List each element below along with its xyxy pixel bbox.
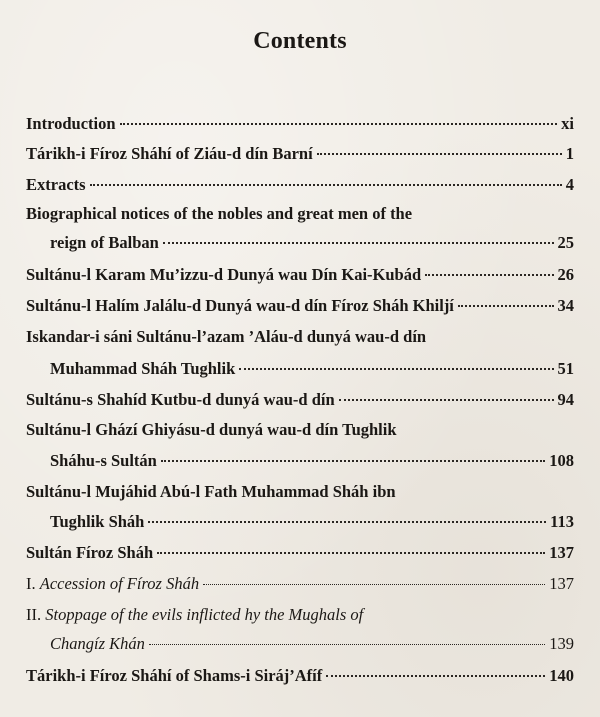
- dot-leader: [339, 399, 554, 401]
- toc-entry: [26, 390, 574, 410]
- dot-leader: [90, 184, 562, 186]
- dot-leader: [317, 153, 562, 155]
- toc-entry-title: Sultánu-l Ghází Ghiyásu-d dunyá wau-d dín Tughlik: [26, 420, 397, 439]
- toc-entry-title: Sultán Fíroz Sháh: [26, 543, 154, 562]
- dot-leader: [425, 274, 553, 276]
- toc-entry-title: Sultánu-l Halím Jalálu-d Dunyá wau-d dín Fíroz Sháh Khiljí: [26, 296, 454, 315]
- dot-leader: [163, 242, 554, 244]
- dot-leader: [120, 123, 558, 125]
- toc-entry: [26, 144, 574, 164]
- toc-page-number: 139: [549, 634, 574, 653]
- toc-page-number: 113: [550, 512, 574, 531]
- toc-entry-title-cont: reign of Balban: [50, 233, 159, 252]
- toc-entry: [26, 175, 574, 195]
- dot-leader: [203, 584, 545, 585]
- toc-page-number: 94: [557, 390, 574, 409]
- dot-leader: [239, 368, 553, 370]
- toc-subentry-line1: [26, 605, 363, 625]
- dot-leader: [157, 552, 545, 554]
- toc-subentry-number: II.: [26, 605, 42, 624]
- toc-entry: [26, 666, 574, 686]
- toc-entry-title-cont: Muhammad Sháh Tughlik: [50, 359, 236, 378]
- toc-entry: [50, 233, 574, 253]
- toc-page-number: xi: [561, 114, 574, 133]
- page-title: Contents: [253, 28, 347, 54]
- toc-subentry-title: Accession of Fíroz Sháh: [39, 574, 200, 593]
- toc-page-number: 108: [549, 451, 574, 470]
- toc-page-number: 1: [565, 144, 574, 163]
- dot-leader: [149, 644, 545, 645]
- toc-subentry: [26, 574, 574, 594]
- toc-subentry: [50, 634, 574, 654]
- toc-entry: [26, 114, 574, 134]
- toc-entry-title-cont: Sháhu-s Sultán: [50, 451, 157, 470]
- toc-entry-line1: [26, 327, 426, 347]
- toc-subentry-title-cont: Changíz Khán: [50, 634, 145, 653]
- dot-leader: [326, 675, 545, 677]
- toc-entry-title: Sultánu-l Karam Mu’izzu-d Dunyá wau Dín Kai-Kubád: [26, 265, 422, 284]
- toc-subentry-title: Stoppage of the evils inflicted hy the Mughals of: [45, 605, 364, 624]
- toc-page-number: 51: [557, 359, 574, 378]
- toc-entry-line1: [26, 204, 412, 224]
- toc-entry: [50, 451, 574, 471]
- toc-page-number: 137: [549, 543, 574, 562]
- toc-entry-line1: [26, 420, 397, 440]
- toc-entry-title: Sultánu-l Mujáhid Abú-l Fath Muhammad Sháh ibn: [26, 482, 396, 501]
- toc-entry-title: Tárikh-i Fíroz Sháhí of Shams-i Siráj’Afíf: [26, 666, 323, 685]
- toc-page-number: 34: [557, 296, 574, 315]
- toc-page-number: 137: [549, 574, 574, 593]
- toc-page-number: 26: [557, 265, 574, 284]
- toc-page-number: 140: [549, 666, 574, 685]
- toc-entry-line1: [26, 482, 396, 502]
- toc-entry-title: Extracts: [26, 175, 86, 194]
- dot-leader: [148, 521, 546, 523]
- toc-entry-title-cont: Tughlik Sháh: [50, 512, 145, 531]
- toc-entry: [50, 359, 574, 379]
- toc-page-number: 25: [557, 233, 574, 252]
- toc-entry-title: Iskandar-i sáni Sultánu-l’azam ’Aláu-d dunyá wau-d dín: [26, 327, 427, 346]
- toc-subentry-number: I.: [26, 574, 36, 593]
- toc-entry: [26, 296, 574, 316]
- dot-leader: [458, 305, 554, 307]
- toc-entry-title: Biographical notices of the nobles and great men of the: [26, 204, 413, 223]
- toc-page-number: 4: [565, 175, 574, 194]
- toc-entry: [26, 543, 574, 563]
- toc-entry-title: Introduction: [26, 114, 116, 133]
- toc-entry: [50, 512, 574, 532]
- dot-leader: [161, 460, 545, 462]
- toc-entry: [26, 265, 574, 285]
- toc-entry-title: Sultánu-s Shahíd Kutbu-d dunyá wau-d dín: [26, 390, 335, 409]
- toc-entry-title: Tárikh-i Fíroz Sháhí of Ziáu-d dín Barní: [26, 144, 313, 163]
